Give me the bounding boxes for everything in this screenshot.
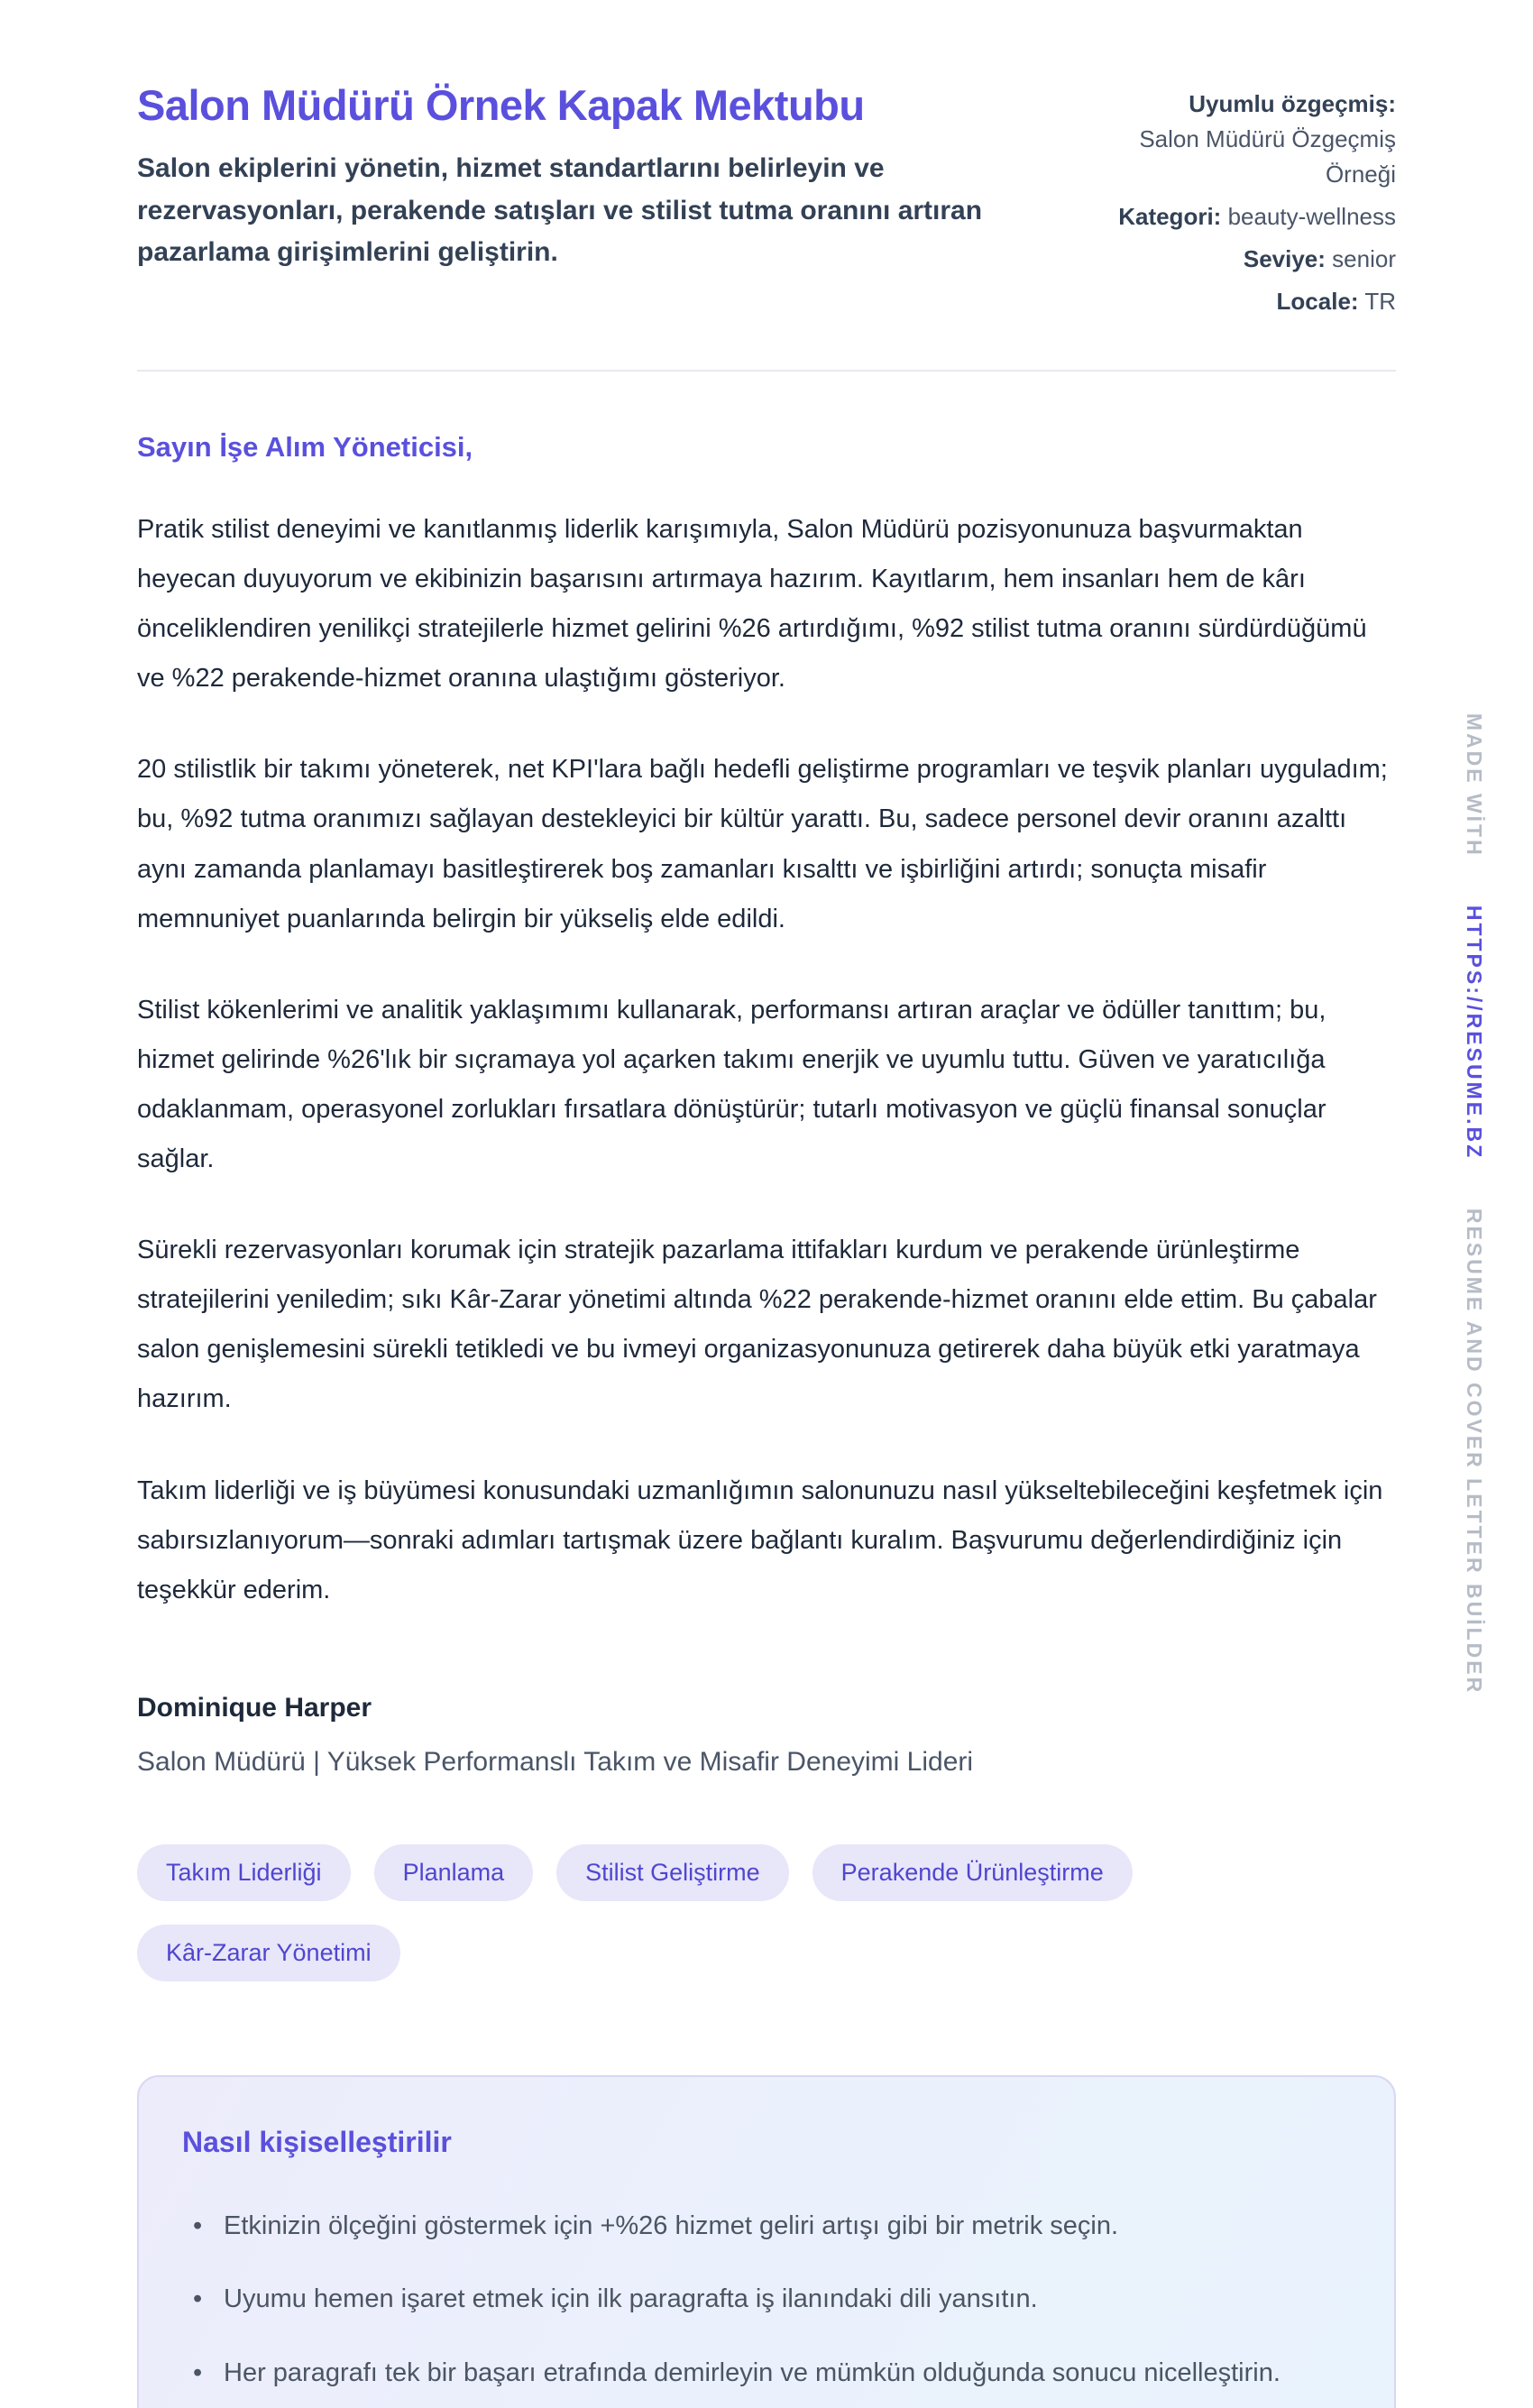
skill-tag: Takım Liderliği bbox=[137, 1844, 351, 1901]
meta-category-value: beauty-wellness bbox=[1227, 203, 1396, 230]
letter-paragraph: Sürekli rezervasyonları korumak için stratejik pazarlama ittifakları kurdum ve perakende ürünleştirme stratejilerini yeniledim; sıkı Kâr-Zarar yönetimi altında %22 perakende-hizmet oranını elde ettim. Bu çabalar salon genişlemesini sürekli tetikledi ve bu ivmeyi organizasyonunuza getirerek daha büyük etki yaratmaya hazırım. bbox=[137, 1236, 1377, 1414]
meta-row-level bbox=[1098, 242, 1396, 277]
meta-level-value: senior bbox=[1332, 245, 1396, 272]
meta-row-category bbox=[1098, 199, 1396, 234]
meta-category-label: Kategori: bbox=[1118, 203, 1222, 230]
meta-resume-link[interactable]: Salon Müdürü Özgeçmiş Örneği bbox=[1139, 125, 1396, 188]
skill-tag: Stilist Geliştirme bbox=[556, 1844, 789, 1901]
skill-tags bbox=[137, 1844, 1396, 1981]
signature-name: Dominique Harper bbox=[137, 1692, 372, 1723]
letter-paragraph: 20 stilistlik bir takımı yöneterek, net KPI'lara bağlı hedefli geliştirme programları ve teşvik planları uyguladım; bu, %92 tutma oranımızı sağlayan destekleyici bir kültür yarattı. Bu, sadece personel devir oranını azalttı aynı zamanda planlamayı basitleştirerek boş zamanları kısalttı ve işbirliğini artırdı; sonuçta misafir memnuniyet puanlarında belirgin bir yükseliş elde edildi. bbox=[137, 755, 1388, 933]
page-title: Salon Müdürü Örnek Kapak Mektubu bbox=[137, 81, 865, 129]
meta-resume-label: Uyumlu özgeçmiş: bbox=[1189, 90, 1396, 117]
tips-item: • Her paragrafı tek bir başarı etrafında demirleyin ve mümkün olduğunda sonucu nicelleştirin. bbox=[182, 2349, 1300, 2398]
meta-row-resume bbox=[1098, 87, 1396, 192]
resume-bz-link[interactable]: HTTPS://RESUME.BZ bbox=[1463, 905, 1486, 1161]
skill-tag: Perakende Ürünleştirme bbox=[812, 1844, 1133, 1901]
page-subtitle: Salon ekiplerini yönetin, hizmet standartlarını belirleyin ve rezervasyonları, perakende satışları ve stilist tutma oranını artıran pazarlama girişimlerini geliştirin. bbox=[137, 153, 983, 268]
header bbox=[137, 81, 1396, 326]
skill-tag: Kâr-Zarar Yönetimi bbox=[137, 1925, 400, 1981]
skill-tag: Planlama bbox=[374, 1844, 534, 1901]
watermark-suffix: RESUME AND COVER LETTER BUİLDER bbox=[1463, 1208, 1486, 1696]
meta-level-label: Seviye: bbox=[1243, 245, 1326, 272]
meta-locale-label: Locale: bbox=[1276, 288, 1359, 315]
tips-item: • Uyumu hemen işaret etmek için ilk paragrafta iş ilanındaki dili yansıtın. bbox=[182, 2275, 1300, 2324]
meta-row-locale bbox=[1098, 284, 1396, 319]
letter-paragraph: Pratik stilist deneyimi ve kanıtlanmış liderlik karışımıyla, Salon Müdürü pozisyonunuza başvurmaktan heyecan duyuyorum ve ekibinizin başarısını artırmaya hazırım. Kayıtlarım, hem insanları hem de kârı önceliklendiren yenilikçi stratejilerle hizmet gelirini %26 artırdığımı, %92 stilist tutma oranını sürdürdüğümü ve %22 perakende-hizmet oranına ulaştığımı gösteriyor. bbox=[137, 515, 1367, 694]
title-block bbox=[137, 81, 1062, 274]
letter-paragraph: Stilist kökenlerimi ve analitik yaklaşımımı kullanarak, performansı artıran araçlar ve ödüller tanıttım; bu, hizmet gelirinde %26'lık bir sıçramaya yol açarken takımı enerjik ve uyumlu tuttu. Güven ve yaratıcılığa odaklanmam, operasyonel zorlukları fırsatlara dönüştürür; tutarlı motivasyon ve güçlü finansal sonuçlar sağlar. bbox=[137, 995, 1326, 1174]
letter-salutation: Sayın İşe Alım Yöneticisi, bbox=[137, 431, 473, 463]
tips-heading: Nasıl kişiselleştirilir bbox=[182, 2125, 452, 2158]
letter-paragraph: Takım liderliği ve iş büyümesi konusundaki uzmanlığımın salonunuzu nasıl yükseltebileceğini keşfetmek için sabırsızlanıyorum—sonraki adımları tartışmak üzere bağlantı kuralım. Başvurumu değerlendirdiğiniz için teşekkür ederim. bbox=[137, 1475, 1383, 1604]
watermark-prefix: MADE WİTH bbox=[1463, 712, 1486, 858]
cover-letter-body bbox=[137, 372, 1396, 1778]
meta-locale-value: TR bbox=[1364, 288, 1396, 315]
tips-list bbox=[182, 2202, 1349, 2398]
made-with-watermark bbox=[1462, 694, 1486, 1714]
tips-item: • Etkinizin ölçeğini göstermek için +%26 hizmet geliri artışı gibi bir metrik seçin. bbox=[182, 2202, 1300, 2251]
personalization-tips-box bbox=[137, 2075, 1396, 2408]
signature-role: Salon Müdürü | Yüksek Performanslı Takım ve Misafir Deneyimi Lideri bbox=[137, 1746, 974, 1777]
meta-block bbox=[1098, 81, 1396, 326]
